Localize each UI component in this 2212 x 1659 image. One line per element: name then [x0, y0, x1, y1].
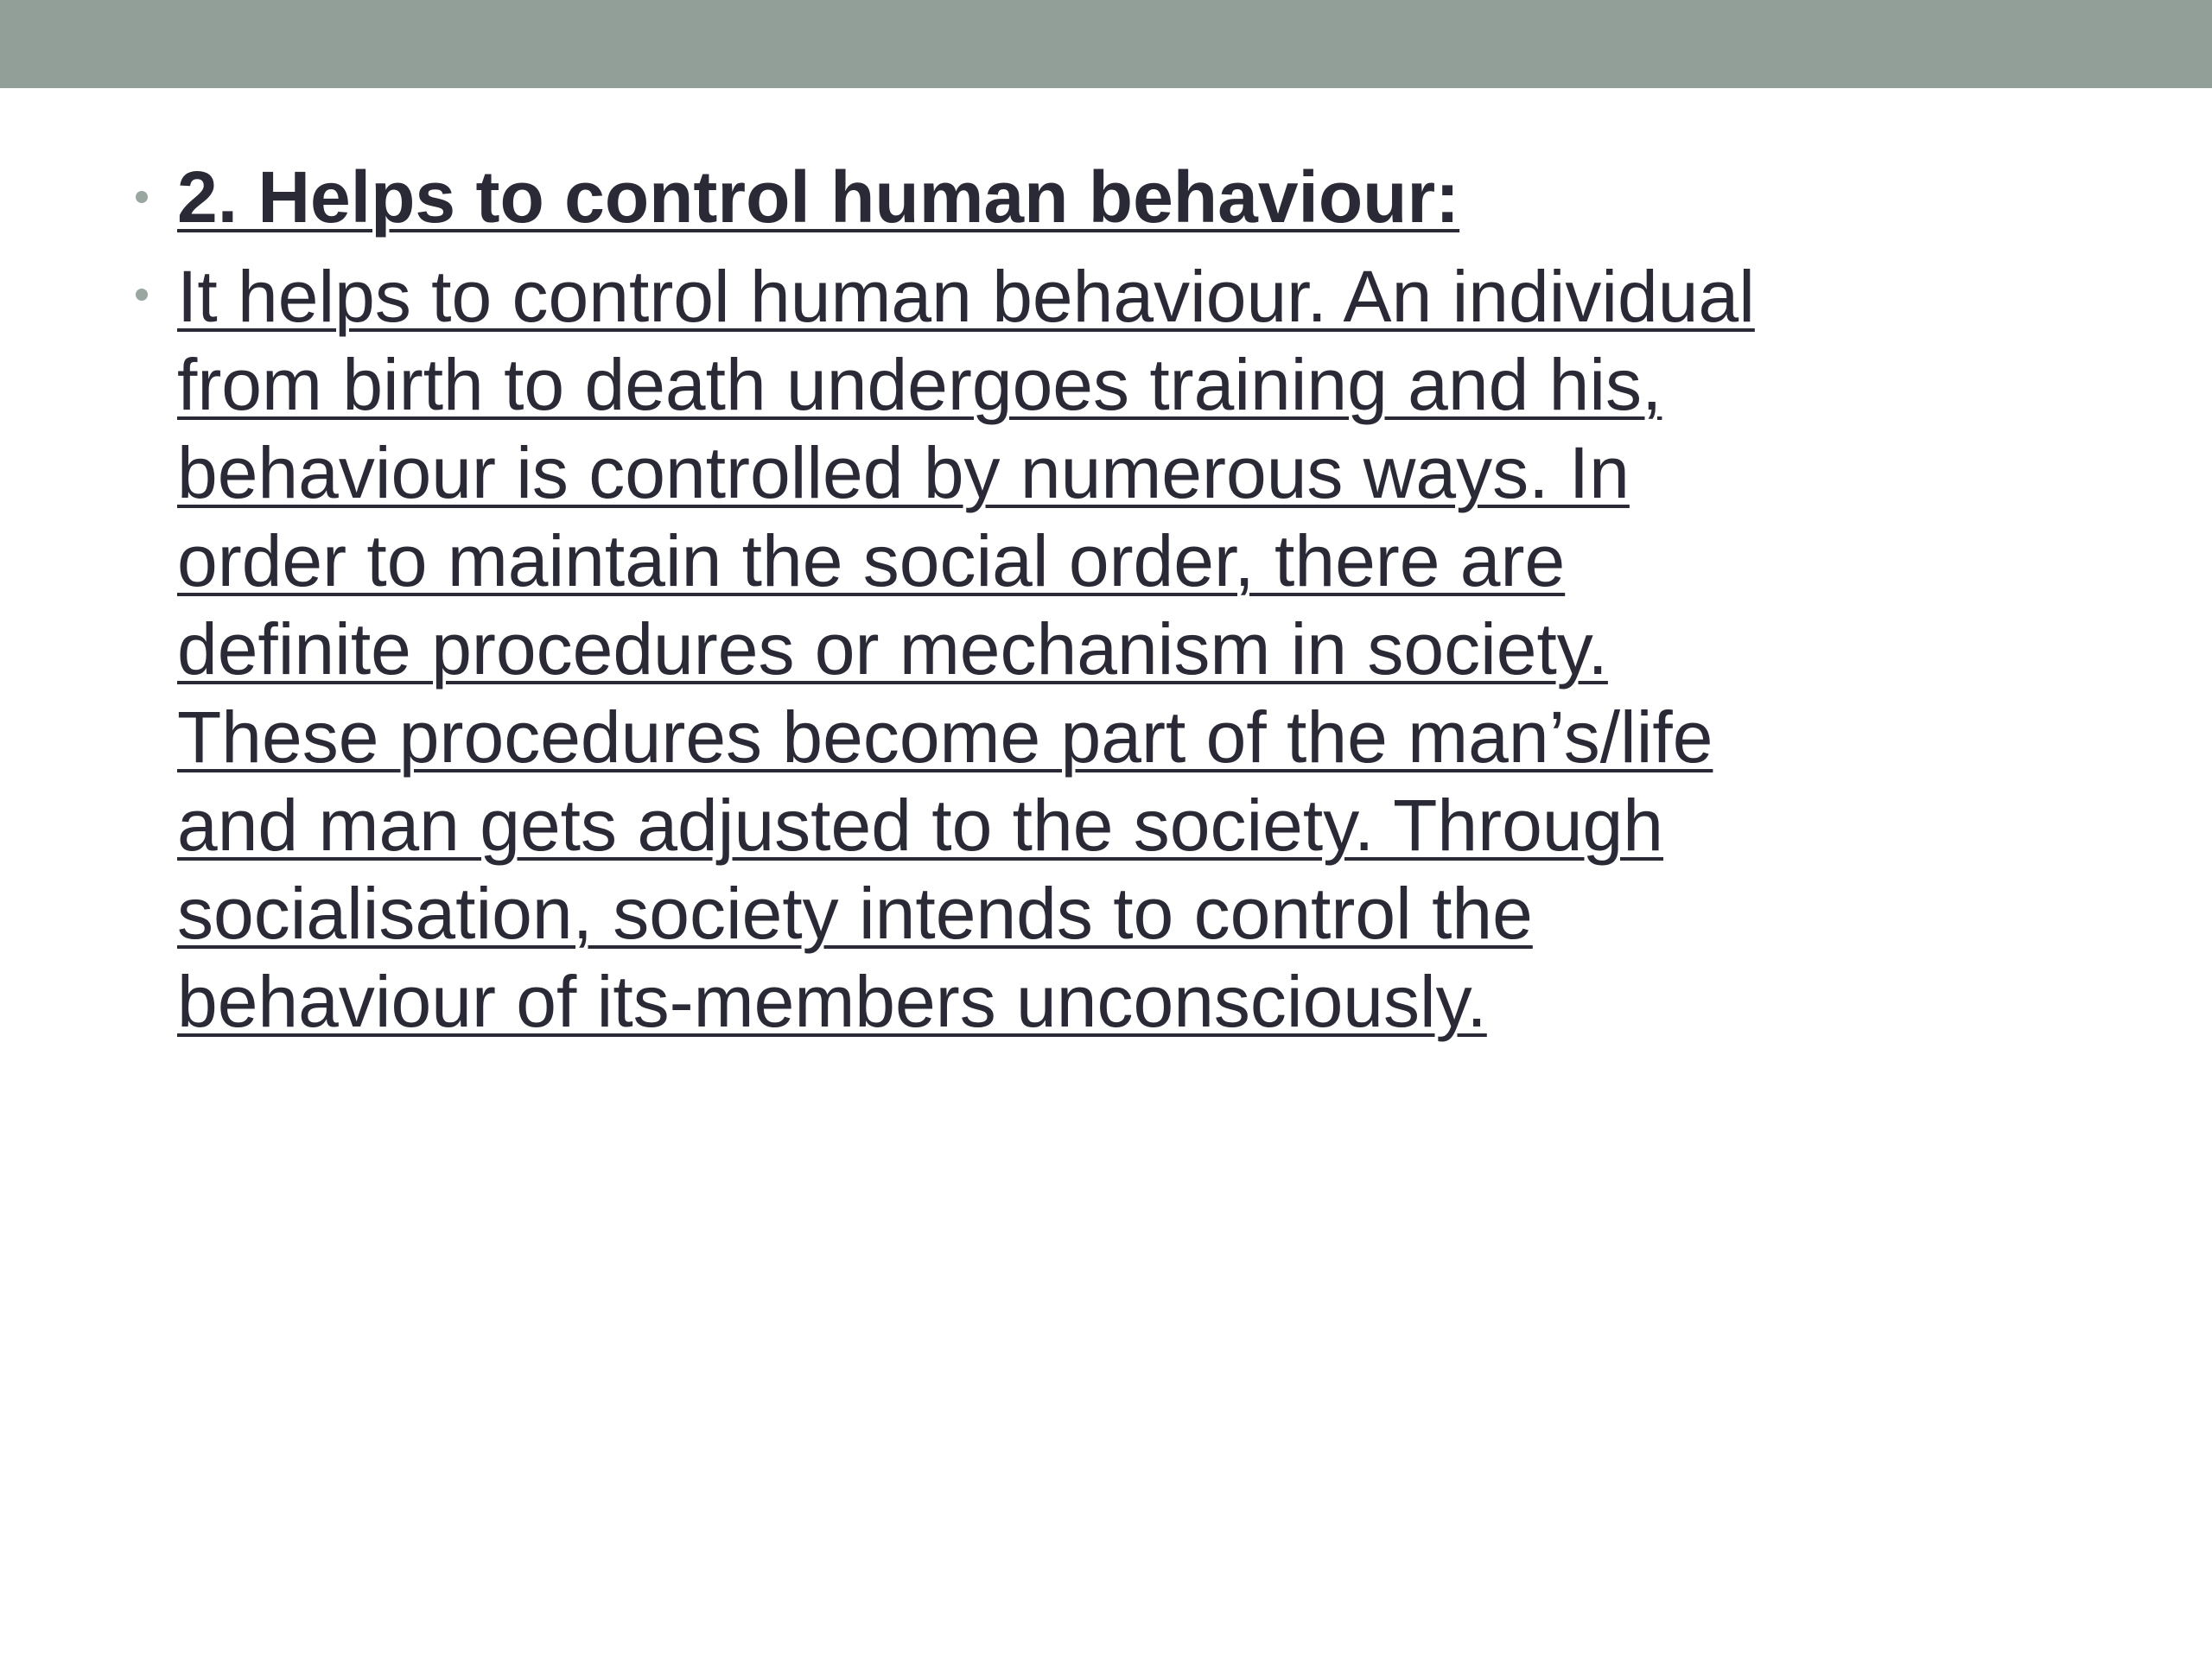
bullet-list — [0, 147, 2212, 1046]
bullet-dot-icon — [136, 289, 148, 301]
bullet-dot-icon — [136, 191, 148, 203]
bullet-item-heading — [0, 147, 1819, 247]
bullet-item-body — [0, 252, 1819, 1046]
header-band — [0, 0, 2212, 88]
heading-text: 2. Helps to control human behaviour: — [177, 156, 1460, 238]
body-text: It helps to control human behaviour. An individual from birth to death undergoes training and his, behaviour is controlled by numerous ways. In order to maintain the social order, there are definite procedures or mechanism in society. These procedures become part of the man’s/life and man gets adjusted to the society. Through socialisation, society intends to control the behaviour of its-members unconsciously. — [177, 256, 1755, 1042]
